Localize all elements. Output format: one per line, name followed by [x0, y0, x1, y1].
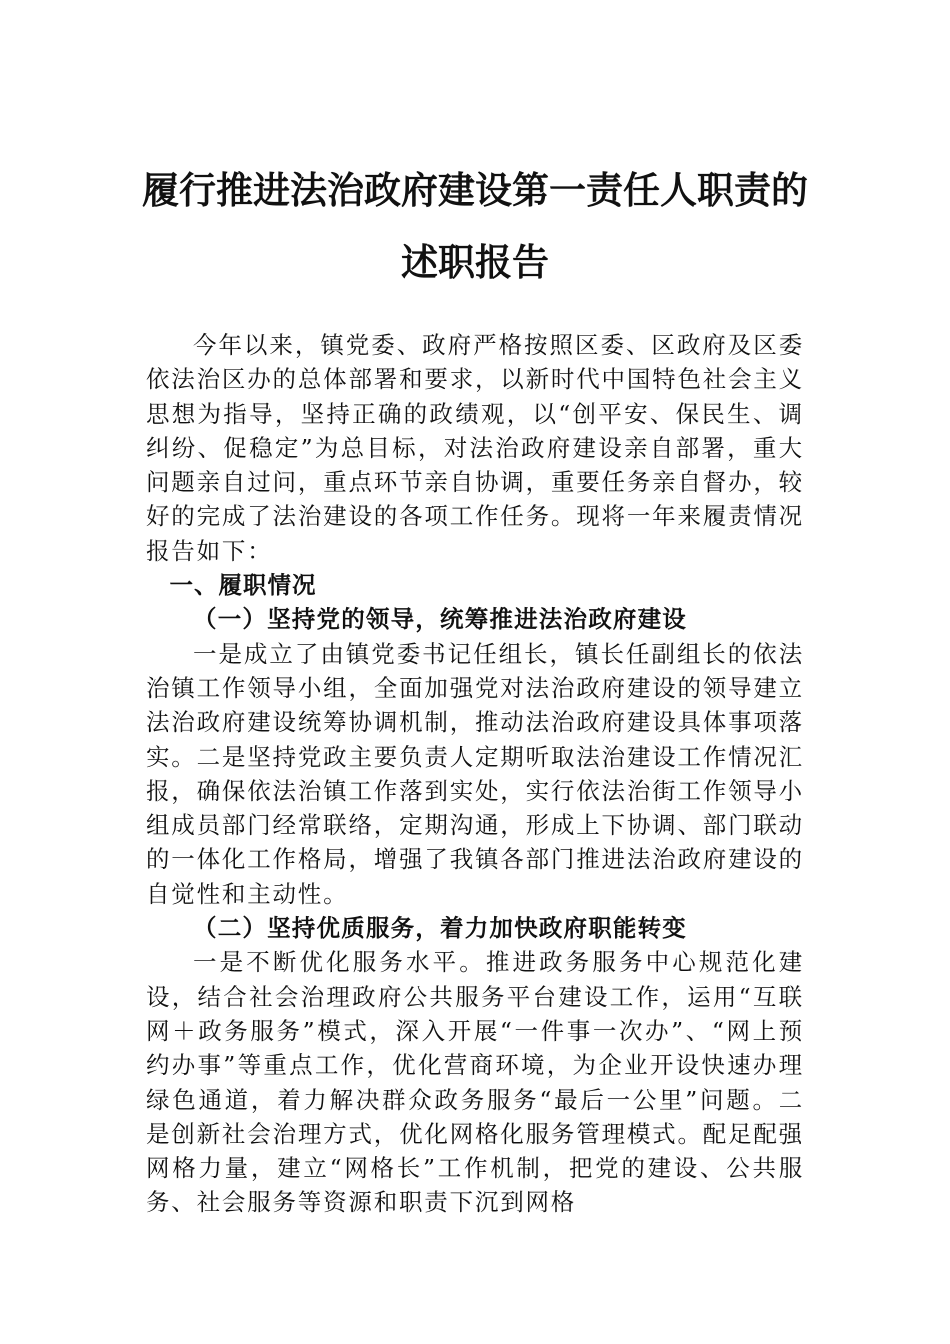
section-heading: 一、履职情况: [169, 571, 317, 600]
subsection-paragraph: 一是不断优化服务水平。推进政务服务中心规范化建设，结合社会治理政府公共服务平台建设工作，运用“互联网＋政务服务”模式，深入开展“一件事一次办”、“网上预约办事”等重点工作，优化营商环境，为企业开设快速办理绿色通道，着力解决群众政务服务“最后一公里”问题。二是创新社会治理方式，优化网格化服务管理模式。配足配强网格力量，建立“网格长”工作机制，把党的建设、公共服务、社会服务等资源和职责下沉到网格: [146, 948, 804, 1217]
document-title-line2: 述职报告: [401, 240, 549, 284]
document-title-line1: 履行推进法治政府建设第一责任人职责的: [142, 168, 808, 212]
subsection-heading: （二）坚持优质服务，着力加快政府职能转变: [193, 914, 687, 943]
document-body: [146, 328, 804, 1220]
subsection-heading: （一）坚持党的领导，统筹推进法治政府建设: [193, 605, 687, 634]
intro-paragraph: 今年以来，镇党委、政府严格按照区委、区政府及区委依法治区办的总体部署和要求，以新时代中国特色社会主义思想为指导，坚持正确的政绩观，以“创平安、保民生、调纠纷、促稳定”为总目标，对法治政府建设亲自部署，重大问题亲自过问，重点环节亲自协调，重要任务亲自督办，较好的完成了法治建设的各项工作任务。现将一年来履责情况报告如下：: [146, 331, 804, 565]
subsection-paragraph: 一是成立了由镇党委书记任组长，镇长任副组长的依法治镇工作领导小组，全面加强党对法治政府建设的领导建立法治政府建设统筹协调机制，推动法治政府建设具体事项落实。二是坚持党政主要负责人定期听取法治建设工作情况汇报，确保依法治镇工作落到实处，实行依法治街工作领导小组成员部门经常联络，定期沟通，形成上下协调、部门联动的一体化工作格局，增强了我镇各部门推进法治政府建设的自觉性和主动性。: [146, 639, 804, 908]
